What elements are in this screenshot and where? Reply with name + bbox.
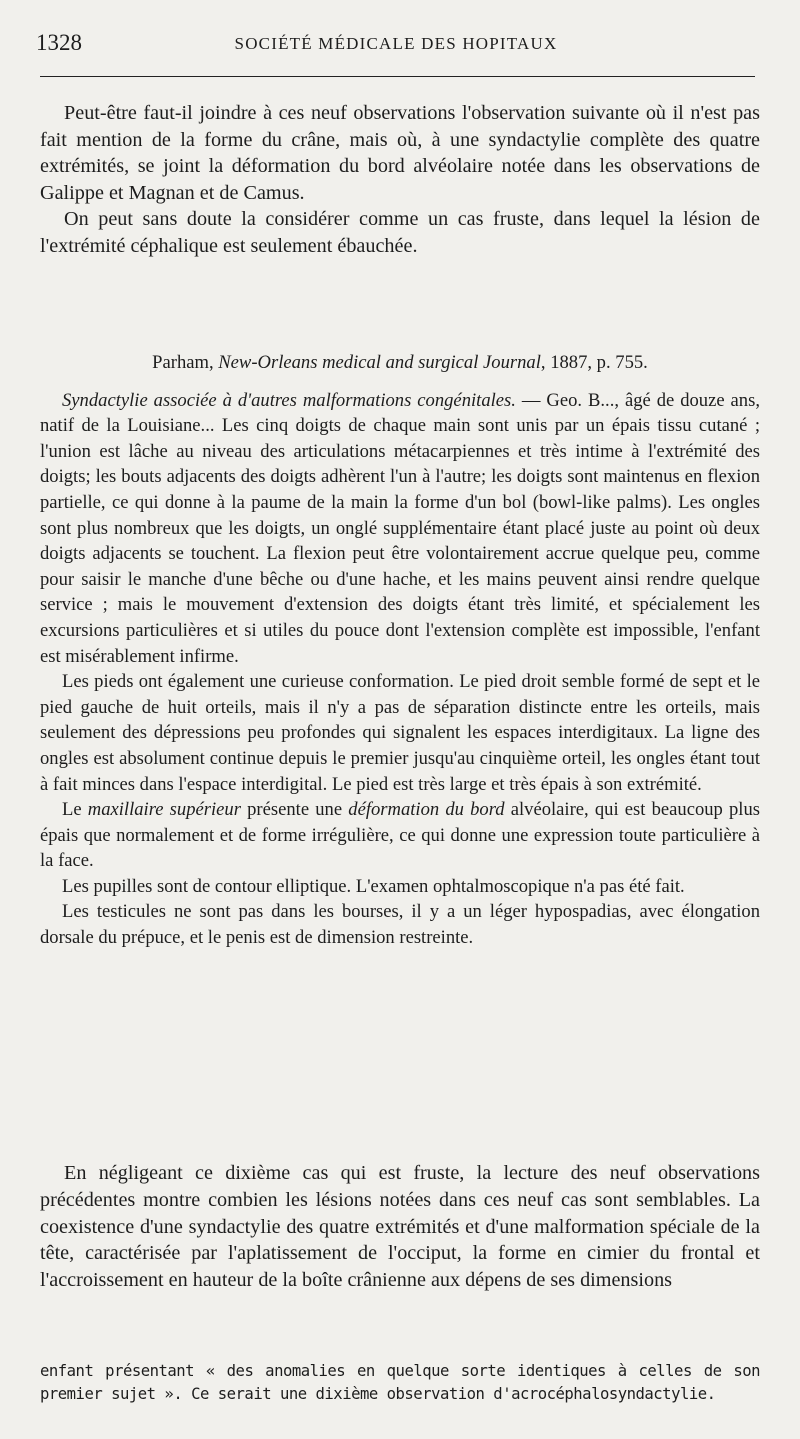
page-number: 1328 [36,30,82,55]
conclusion-section [40,1160,760,1294]
observation-testicles: Les testicules ne sont pas dans les bourses, il y a un léger hypospadias, avec élongation dorsale du prépuce, et le penis est de dimension restreinte. [40,901,760,949]
header-rule [40,76,755,77]
observation-maxilla: Le maxillaire supérieur présente une déformation du bord alvéolaire, qui est beaucoup plus épais que normalement et de forme irrégulière, ce qui donne une expression toute particulière à la face. [40,799,761,872]
intro-paragraph-2: On peut sans doute la considérer comme un cas fruste, dans lequel la lésion de l'extrémité céphalique est seulement ébauchée. [40,208,760,257]
observation-hands-text: — Geo. B..., âgé de douze ans, natif de la Louisiane... Les cinq doigts de chaque main sont unis par un épais tissu cutané ; l'union est lâche au niveau des articulations métacarpiennes et très intime à l'extrémité des doigts; les bouts adjacents des doigts adhèrent l'un à l'autre; les doigts sont maintenus en flexion partielle, ce qui donne à la paume de la main la forme d'un bol (bowl-like palms). Les ongles sont plus nombreux que les doigts, un onglé supplémentaire étant placé juste au point où deux doigts adjacents se touchent. La flexion peut être volontairement accrue quelque peu, comme pour saisir le manche d'une bêche ou d'une hache, et les mains peuvent ainsi rendre quelque service ; mais le mouvement d'extension des doigts étant très limité, et spécialement les excursions particulières et si utiles du pouce dont l'extension complète est impossible, l'enfant est misérablement infirme. [40,389,760,667]
footnote-section [40,1360,760,1406]
observation-feet: Les pieds ont également une curieuse conformation. Le pied droit semble formé de sept et le pied gauche de huit orteils, mais il n'y a pas de séparation distincte entre les orteils, mais seulement des dépressions peu profondes qui signalent les espaces interdigitaux. La ligne des ongles est absolument continue depuis le premier jusqu'au cinquième orteil, les ongles étant tout à fait minces dans l'espace interdigital. Le pied est très large et très épais à son extrémité. [40,671,760,795]
intro-section [40,100,760,260]
citation-author: Parham, [152,352,219,373]
intro-paragraph-1: Peut-être faut-il joindre à ces neuf observations l'observation suivante où il n'est pas fait mention de la forme du crâne, mais où, à une syndactylie complète des quatre extrémités, se joint la déformation du bord alvéolaire notée dans les observations de Galippe et Magnan et de Camus. [40,102,760,204]
footnote-text: enfant présentant « des anomalies en quelque sorte identiques à celles de son premier sujet ». Ce serait une dixième observation d'acrocéphalosyndactylie. [40,1362,760,1403]
deformation-term: déformation du bord [348,799,505,821]
observation-pupils: Les pupilles sont de contour elliptique. L'examen ophtalmoscopique n'a pas été fait. [62,875,685,897]
running-title: SOCIÉTÉ MÉDICALE DES HOPITAUX [234,34,558,53]
observation-title: Syndactylie associée à d'autres malformations congénitales. [62,389,516,411]
running-header [36,30,756,60]
citation [40,350,760,376]
observation-hands [40,388,760,670]
maxilla-term: maxillaire supérieur [87,799,241,821]
citation-details: , 1887, p. 755. [540,352,648,373]
observation-section [40,350,760,951]
conclusion-paragraph: En négligeant ce dixième cas qui est fruste, la lecture des neuf observations précédentes montre combien les lésions notées dans ces neuf cas sont semblables. La coexistence d'une syndactylie des quatre extrémités et d'une malformation spéciale de la tête, caractérisée par l'aplatissement de l'occiput, la forme en cimier du frontal et l'accroissement en hauteur de la boîte crânienne aux dépens de ses dimensions [40,1162,760,1292]
citation-journal: New-Orleans medical and surgical Journal [218,352,541,373]
